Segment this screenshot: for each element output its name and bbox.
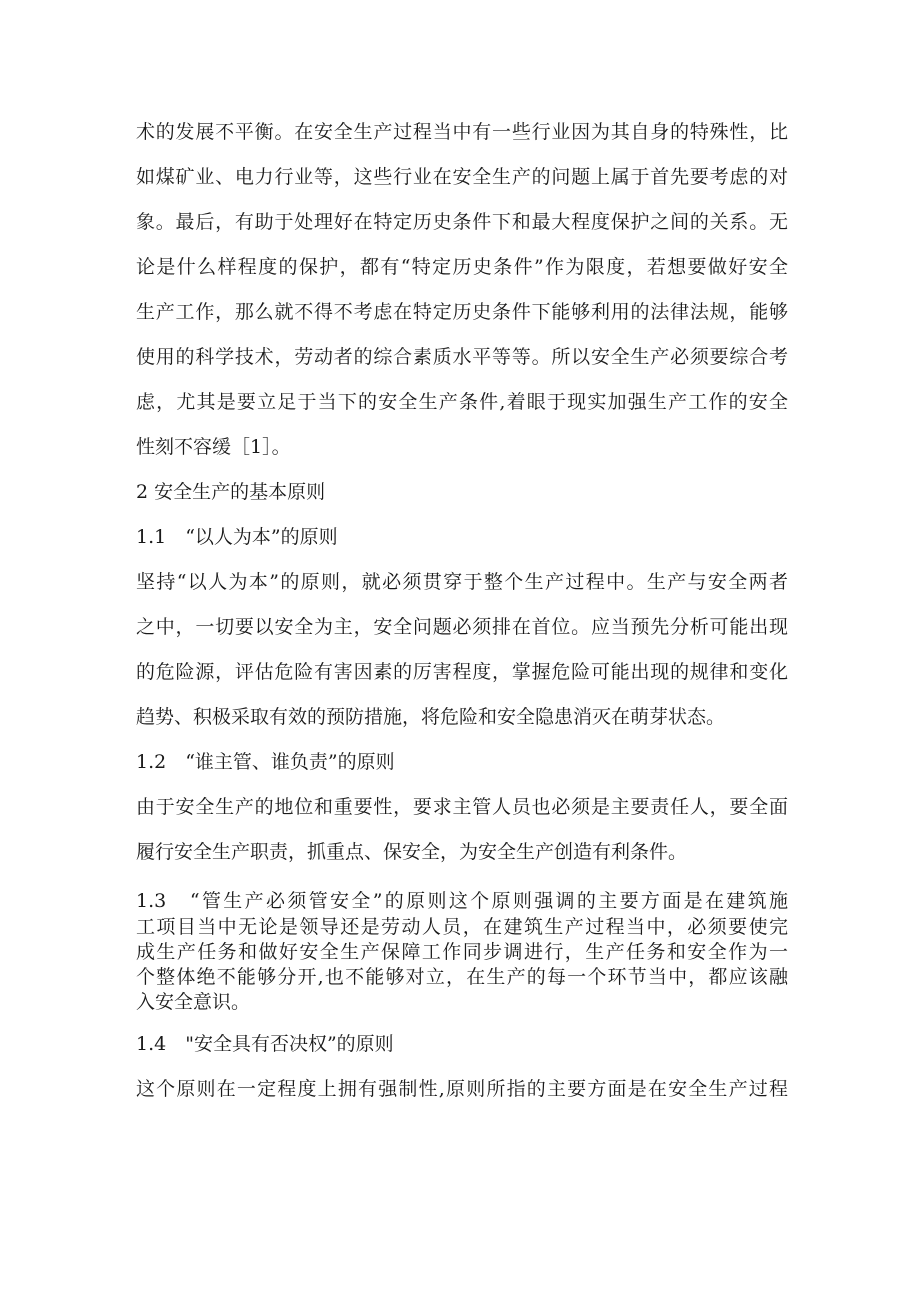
paragraph-line: 性刻不容缓［1］。	[136, 436, 291, 458]
paragraph-line: 1.3 “管生产必须管安全”的原则这个原则强调的主要方面是在建筑施	[136, 890, 788, 912]
paragraph-line: 坚持“以人为本”的原则，就必须贯穿于整个生产过程中。生产与安全两者	[136, 571, 788, 593]
paragraph-line: 的危险源，评估危险有害因素的厉害程度，掌握危险可能出现的规律和变化	[136, 661, 788, 683]
subsection-heading: 1.1 “以人为本”的原则	[136, 526, 338, 548]
paragraph-line: 入安全意识。	[136, 991, 251, 1013]
paragraph-line: 这个原则在一定程度上拥有强制性,原则所指的主要方面是在安全生产过程	[136, 1078, 788, 1100]
paragraph-line: 术的发展不平衡。在安全生产过程当中有一些行业因为其自身的特殊性，比	[136, 121, 788, 143]
paragraph-line: 履行安全生产职责，抓重点、保安全，为安全生产创造有利条件。	[136, 841, 688, 863]
paragraph-line: 趋势、积极采取有效的预防措施，将危险和安全隐患消灭在萌芽状态。	[136, 706, 726, 728]
subsection-heading: 1.2 “谁主管、谁负责”的原则	[136, 751, 395, 773]
paragraph-line: 由于安全生产的地位和重要性，要求主管人员也必须是主要责任人，要全面	[136, 796, 788, 818]
paragraph-line: 生产工作，那么就不得不考虑在特定历史条件下能够利用的法律法规，能够	[136, 301, 788, 323]
paragraph-line: 工项目当中无论是领导还是劳动人员，在建筑生产过程当中，必须要使完	[136, 916, 788, 938]
paragraph-line: 论是什么样程度的保护，都有“特定历史条件”作为限度，若想要做好安全	[136, 256, 788, 278]
paragraph-line: 成生产任务和做好安全生产保障工作同步调进行，生产任务和安全作为一	[136, 941, 788, 963]
paragraph-line: 之中，一切要以安全为主，安全问题必须排在首位。应当预先分析可能出现	[136, 616, 788, 638]
paragraph-line: 如煤矿业、电力行业等，这些行业在安全生产的问题上属于首先要考虑的对	[136, 166, 788, 188]
paragraph-line: 象。最后，有助于处理好在特定历史条件下和最大程度保护之间的关系。无	[136, 211, 788, 233]
section-heading: 2 安全生产的基本原则	[136, 481, 326, 503]
paragraph-line: 使用的科学技术，劳动者的综合素质水平等等。所以安全生产必须要综合考	[136, 346, 788, 368]
paragraph-line: 虑，尤其是要立足于当下的安全生产条件,着眼于现实加强生产工作的安全	[136, 391, 788, 413]
subsection-heading: 1.4 "安全具有否决权”的原则	[136, 1033, 394, 1055]
paragraph-line: 个整体绝不能够分开,也不能够对立，在生产的每一个环节当中，都应该融	[136, 966, 788, 988]
